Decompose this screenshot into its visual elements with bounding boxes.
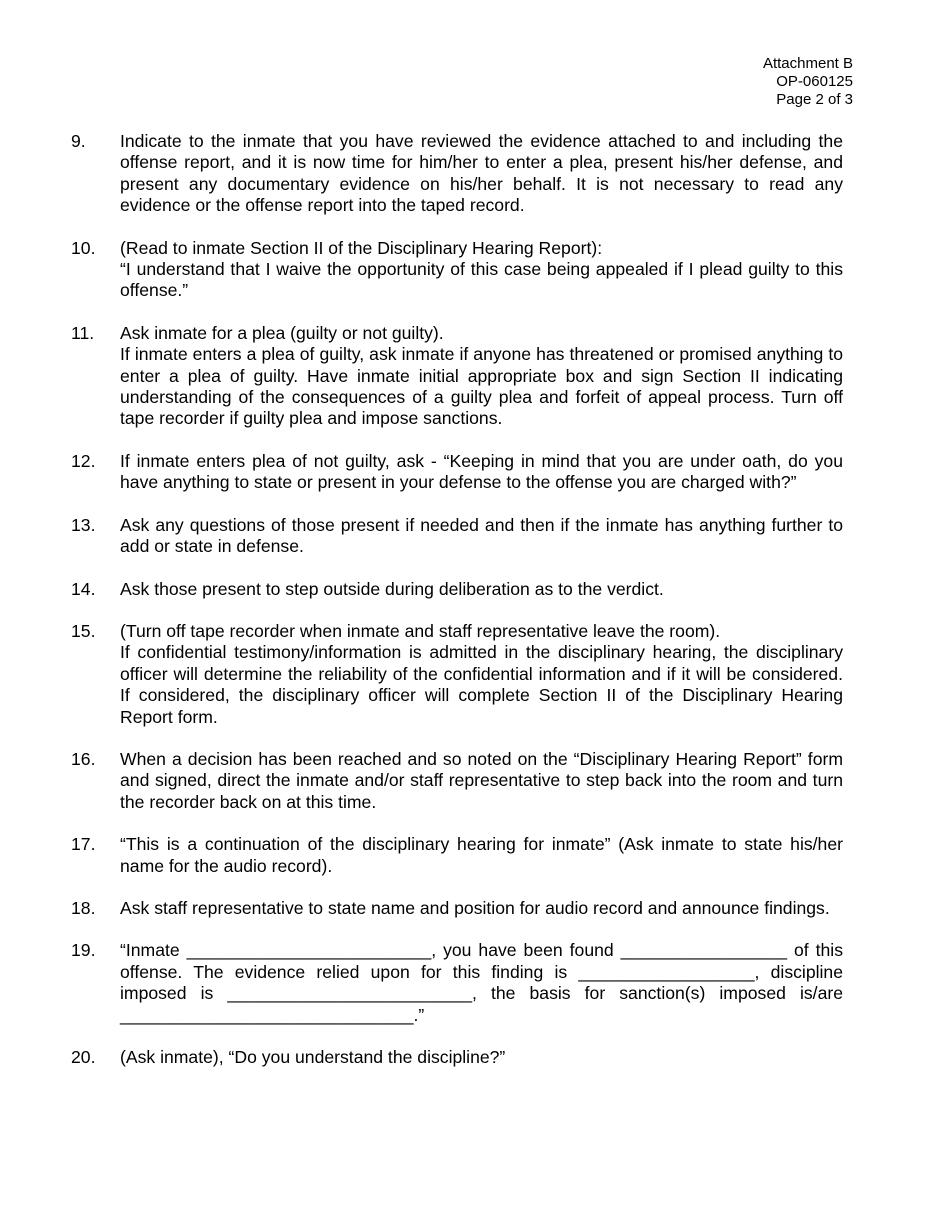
- item-paragraph: If inmate enters plea of not guilty, ask - “Keeping in mind that you are under oath, do you have anything to state or present in your defense to the offense you are charged with?”: [120, 450, 843, 493]
- item-paragraph: “Inmate _________________________, you have been found _________________ of this offense. The evidence relied upon for this finding is __________________, discipline imposed is _________________________, the basis for sanction(s) imposed is/are ______________________________.”: [120, 940, 843, 1025]
- item-number: 20.: [71, 1047, 96, 1067]
- item-number: 19.: [71, 940, 96, 961]
- op-number: OP-060125: [776, 73, 853, 90]
- item-content: [120, 238, 843, 302]
- item-number: 12.: [71, 450, 96, 471]
- list-item: [71, 834, 843, 877]
- document-header: [763, 55, 853, 109]
- item-paragraph: “This is a continuation of the disciplinary hearing for inmate” (Ask inmate to state his/her name for the audio record).: [120, 834, 843, 876]
- list-item: [71, 898, 843, 919]
- item-number: 18.: [71, 897, 96, 918]
- list-item: [71, 323, 843, 430]
- item-content: [120, 621, 843, 728]
- page-number: Page 2 of 3: [776, 91, 853, 108]
- item-paragraph: If inmate enters a plea of guilty, ask inmate if anyone has threatened or promised anything to enter a plea of guilty. Have inmate initial appropriate box and sign Section II indicating understanding of the consequences of a guilty plea and forfeit of appeal process. Turn off tape recorder if guilty plea and impose sanctions.: [120, 344, 843, 429]
- item-content: [120, 898, 843, 919]
- item-number: 16.: [71, 748, 96, 769]
- item-number: 17.: [71, 834, 96, 855]
- list-item: [71, 621, 843, 728]
- item-number: 14.: [71, 578, 96, 599]
- list-item: [71, 238, 843, 302]
- item-content: [120, 834, 843, 877]
- item-number: 13.: [71, 514, 96, 535]
- item-content: [120, 131, 843, 217]
- item-paragraph: Ask any questions of those present if needed and then if the inmate has anything further to add or state in defense.: [120, 514, 843, 557]
- item-content: [120, 323, 843, 430]
- item-paragraph: If confidential testimony/information is admitted in the disciplinary hearing, the disciplinary officer will determine the reliability of the confidential information and if it will be considered. If considered, the disciplinary officer will complete Section II of the Disciplinary Hearing Report form.: [120, 642, 843, 727]
- item-content: [120, 940, 843, 1026]
- item-paragraph: Ask staff representative to state name and position for audio record and announce findings.: [120, 897, 830, 918]
- item-paragraph: (Ask inmate), “Do you understand the discipline?”: [120, 1047, 506, 1067]
- attachment-label: Attachment B: [762, 55, 853, 72]
- list-item: [71, 749, 843, 813]
- list-item: [71, 940, 843, 1026]
- item-content: [120, 749, 843, 813]
- list-item: [71, 1047, 843, 1068]
- item-content: [120, 451, 843, 494]
- item-paragraph: When a decision has been reached and so noted on the “Disciplinary Hearing Report” form and signed, direct the inmate and/or staff representative to step back into the room and turn the recorder back on at this time.: [120, 748, 843, 812]
- item-number: 9.: [71, 131, 86, 151]
- item-content: [120, 515, 843, 558]
- item-paragraph: Indicate to the inmate that you have reviewed the evidence attached to and including the offense report, and it is now time for him/her to enter a plea, present his/her defense, and present any documentary evidence on his/her behalf. It is not necessary to read any evidence or the offense report into the taped record.: [120, 131, 843, 216]
- item-number: 15.: [71, 620, 96, 641]
- item-content: [120, 1047, 843, 1068]
- list-item: [71, 515, 843, 558]
- item-paragraph: Ask those present to step outside during deliberation as to the verdict.: [120, 578, 664, 599]
- list-item: [71, 451, 843, 494]
- item-paragraph: (Turn off tape recorder when inmate and staff representative leave the room).: [120, 620, 721, 641]
- item-paragraph: (Read to inmate Section II of the Disciplinary Hearing Report):: [120, 237, 603, 258]
- item-paragraph: “I understand that I waive the opportunity of this case being appealed if I plead guilty to this offense.”: [120, 259, 843, 301]
- item-content: [120, 579, 843, 600]
- item-number: 11.: [71, 322, 95, 343]
- item-number: 10.: [71, 237, 96, 258]
- list-item: [71, 131, 843, 217]
- procedure-list: [71, 131, 843, 1089]
- item-paragraph: Ask inmate for a plea (guilty or not guilty).: [120, 322, 444, 343]
- list-item: [71, 579, 843, 600]
